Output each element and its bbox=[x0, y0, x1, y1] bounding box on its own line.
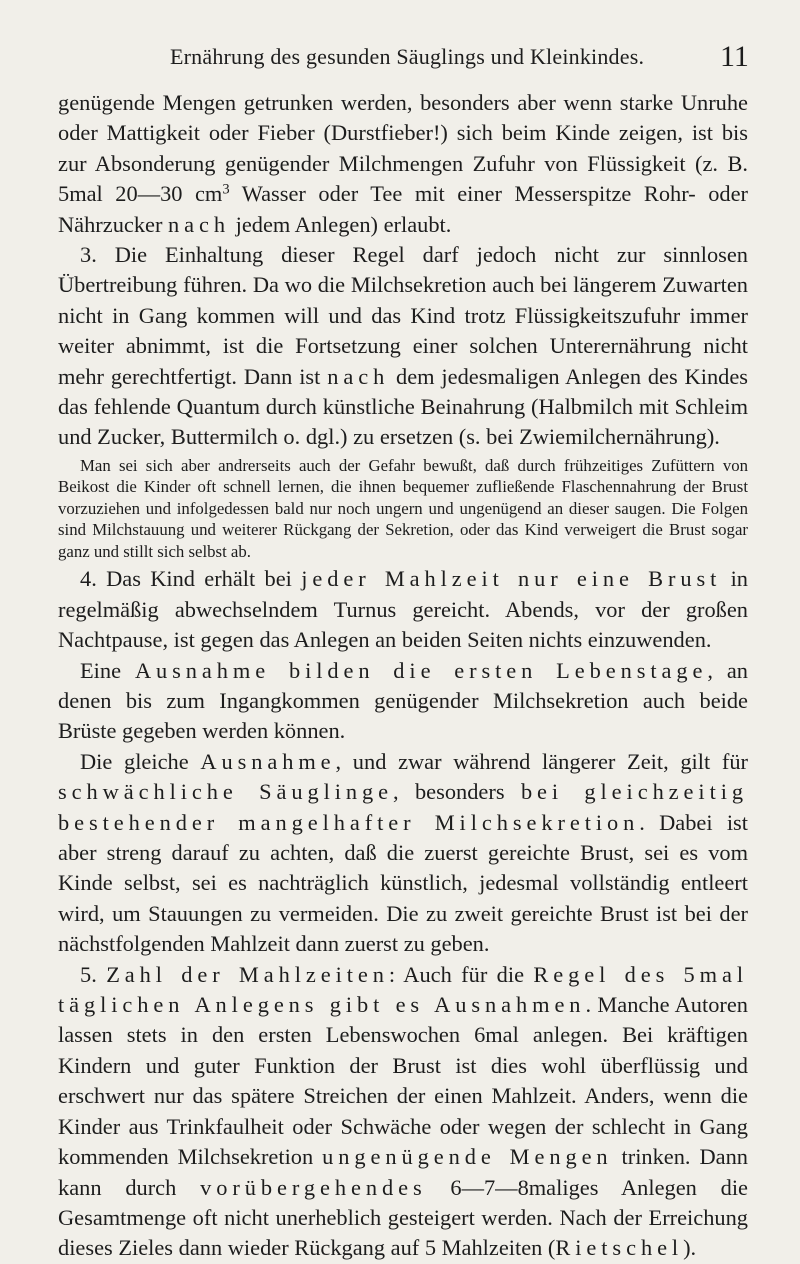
page-header bbox=[0, 40, 800, 84]
paragraph-rule-5 bbox=[58, 960, 748, 1264]
text-run: Die gleiche bbox=[80, 748, 201, 774]
text-run: jedem Anlegen) erlaubt. bbox=[230, 211, 452, 237]
text-run: trinken. Dann kann durch bbox=[58, 1144, 748, 1200]
superscript: 3 bbox=[222, 181, 230, 198]
text-run: 3. Die Einhaltung dieser Regel darf jedoch nicht zur sinnlosen Übertreibung führen. Da wo die Milchsekretion auch bei längerem Zuwarten nicht in Gang kommen will und das Kind trotz Flüssigkeitszufuhr immer weiter abnimmt, ist die Fortsetzung einer solchen Unterernährung nicht mehr gerechtfertigt. Dann ist bbox=[58, 242, 748, 389]
page-body bbox=[58, 88, 748, 1264]
spaced-emphasis: Ausnahme bbox=[200, 748, 336, 774]
paragraph-exception-weak-infants bbox=[58, 747, 748, 960]
text-run: : Auch für die bbox=[388, 961, 534, 987]
text-run: 4. Das Kind erhält bei bbox=[80, 566, 302, 592]
text-run: Eine bbox=[80, 657, 135, 683]
text-run: . Dabei ist aber streng darauf zu achten, daß die zuerst gereichte Brust, sei es vom Kinde selbst, sei es nachträglich künstlich, jedesmal vollständig entleert wird, um Stauungen zu vermeiden. Die zu zweit gereichte Brust ist bei der nächstfolgenden Mahlzeit dann zuerst zu geben. bbox=[58, 809, 748, 957]
page-number: 11 bbox=[720, 40, 749, 73]
text-run: , besonders bbox=[392, 779, 521, 805]
small-print-note: Man sei sich aber andrerseits auch der Gefahr bewußt, daß durch frühzeitiges Zufüttern von Beikost die Kinder oft schnell lernen, die ihnen bequemer zufließende Flaschennahrung der Brust vorzuziehen und infolgedessen bald nur noch ungern und ungenügend an dieser saugen. Die Folgen sind Milchstauung und weiterer Rückgang der Sekretion, oder das Kind verweigert die Brust sogar ganz und stillt sich selbst ab. bbox=[58, 455, 748, 561]
text-run: 5. bbox=[80, 961, 107, 987]
paragraph-continuation bbox=[58, 88, 748, 240]
text-run: in regelmäßig abwechselndem Turnus gereicht. Abends, vor der großen Nachtpause, ist gegen das Anlegen an beiden Seiten nichts einzuwenden. bbox=[58, 566, 749, 653]
text-run: dem jedesmaligen Anlegen des Kindes das fehlende Quantum durch künstliche Beinahrung (Halbmilch mit Schleim und Zucker, Buttermilch o. dgl.) zu ersetzen (s. bei Zwiemilchernährung). bbox=[58, 363, 748, 450]
spaced-emphasis: vorübergehendes bbox=[200, 1174, 427, 1200]
spaced-emphasis: Regel des 5mal täglichen Anlegens gibt es Ausnahmen bbox=[58, 961, 749, 1018]
text-run: 6—7—8maliges Anlegen die Gesamtmenge oft nicht unerheblich gesteigert werden. Nach der Erreichung dieses Zieles dann wieder Rückgang auf 5 Mahlzeiten ( bbox=[58, 1174, 748, 1261]
text-run: ). bbox=[683, 1235, 697, 1261]
spaced-emphasis: Zahl der Mahlzeiten bbox=[106, 961, 389, 987]
text-run: Wasser oder Tee mit einer Messerspitze Rohr- oder Nährzucker bbox=[58, 181, 748, 237]
spaced-emphasis: nach bbox=[168, 211, 231, 237]
text-run: , und zwar während längerer Zeit, gilt für bbox=[335, 748, 749, 774]
spaced-emphasis: nach bbox=[327, 363, 390, 389]
spaced-emphasis: ungenügende Mengen bbox=[322, 1144, 613, 1170]
spaced-emphasis: Rietschel bbox=[555, 1235, 684, 1261]
text-run: . Manche Autoren lassen stets in den ersten Lebenswochen 6mal anlegen. Bei kräftigen Kindern und guter Funktion der Brust ist dies wohl überflüssig und erschwert nur das spätere Streichen der einen Mahlzeit. Anders, wenn die Kinder aus Trinkfaulheit oder Schwäche oder wegen der schlecht in Gang kommenden Milchsekretion bbox=[58, 992, 748, 1170]
paragraph-rule-4 bbox=[58, 564, 748, 655]
spaced-emphasis: Ausnahme bilden die ersten Lebenstage bbox=[134, 657, 708, 683]
text-run: , an denen bis zum Ingangkommen genügender Milchsekretion auch beide Brüste gegeben werden können. bbox=[58, 657, 748, 744]
paragraph-rule-3 bbox=[58, 240, 748, 453]
text-run: genügende Mengen getrunken werden, besonders aber wenn starke Unruhe oder Mattigkeit oder Fieber (Durstfieber!) sich beim Kinde zeigen, ist bis zur Absonderung genügender Milchmengen Zufuhr von Flüssigkeit (z. B. 5mal 20—30 cm bbox=[58, 90, 748, 207]
paragraph-exception-first-days bbox=[58, 656, 748, 747]
spaced-emphasis: jeder Mahlzeit nur eine Brust bbox=[301, 566, 722, 592]
running-title: Ernährung des gesunden Säuglings und Kleinkindes. bbox=[170, 44, 645, 69]
spaced-emphasis: bei gleichzeitig bestehender mangelhafter Milchsekretion bbox=[58, 779, 748, 835]
spaced-emphasis: schwächliche Säuglinge bbox=[58, 779, 393, 805]
